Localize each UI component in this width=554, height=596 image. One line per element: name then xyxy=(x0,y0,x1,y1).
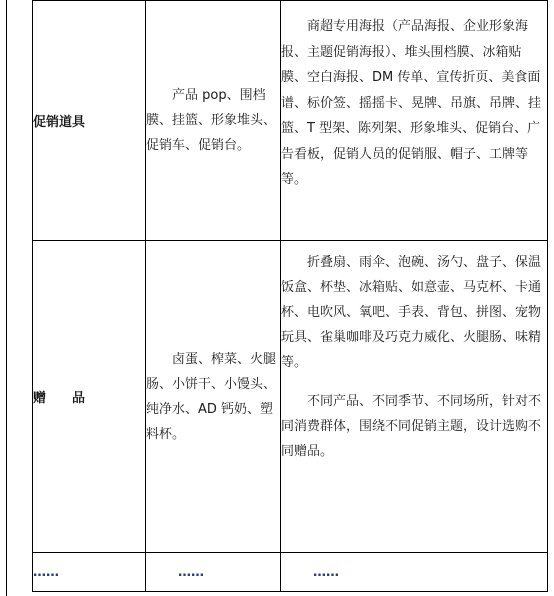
items-cell xyxy=(146,241,281,553)
table-row xyxy=(33,241,548,553)
table-row xyxy=(33,1,548,241)
table-row xyxy=(33,553,548,592)
details-text: 商超专用海报（产品海报、企业形象海报、主题促销海报）、堆头围档膜、冰箱贴膜、空白海报、DM 传单、宣传折页、美食面谱、标价签、摇摇卡、晃牌、吊旗、吊牌、挂篮、T 型架、陈列架、形象堆头、促销台、广告看板，促销人员的促销服、帽子、工牌等等。 xyxy=(281,19,542,187)
category-cell: 促销道具 xyxy=(33,1,146,241)
page-left-border xyxy=(6,0,7,596)
details-cell: …… xyxy=(281,553,548,592)
details-cell xyxy=(281,1,548,241)
items-text: 产品 pop、围档膜、挂篮、形象堆头、促销车、促销台。 xyxy=(146,88,277,153)
details-text: 折叠扇、雨伞、泡碗、汤勺、盘子、保温饭盒、杯垫、冰箱贴、如意壶、马克杯、卡通杯、电吹风、氧吧、手表、背包、拼图、宠物玩具、雀巢咖啡及巧克力威化、火腿肠、味精等。 xyxy=(281,255,542,370)
promotion-materials-table xyxy=(32,0,548,592)
details-cell xyxy=(281,241,548,553)
items-text: 卤蛋、榨菜、火腿肠、小饼干、小馒头、纯净水、AD 钙奶、塑料杯。 xyxy=(146,351,277,442)
items-cell: …… xyxy=(146,553,281,592)
category-cell: …… xyxy=(33,553,146,592)
category-cell: 赠 品 xyxy=(33,241,146,553)
details-text: 不同产品、不同季节、不同场所，针对不同消费群体，围绕不同促销主题，设计选购不同赠品。 xyxy=(281,394,542,459)
items-cell xyxy=(146,1,281,241)
